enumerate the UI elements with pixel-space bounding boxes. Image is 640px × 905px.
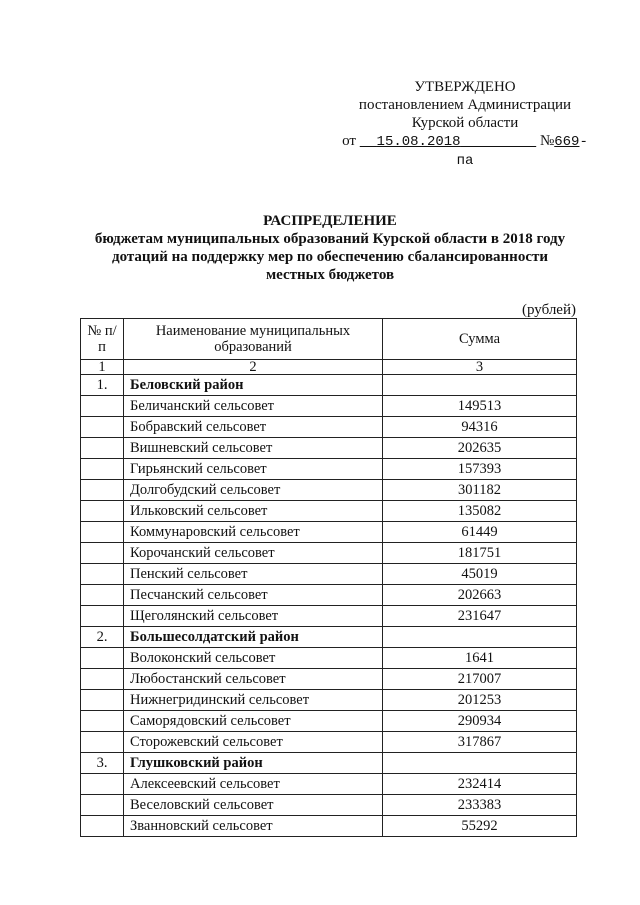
row-name: Корочанский сельсовет — [124, 543, 383, 564]
document-subtitle: бюджетам муниципальных образований Курской области в 2018 году — [94, 231, 566, 247]
district-row — [81, 627, 577, 648]
row-name: Долгобудский сельсовет — [124, 480, 383, 501]
row-sum: 202663 — [383, 585, 577, 606]
table-row — [81, 711, 577, 732]
row-name: Нижнегридинский сельсовет — [124, 690, 383, 711]
table-row — [81, 501, 577, 522]
row-number — [81, 711, 124, 732]
row-sum: 55292 — [383, 816, 577, 837]
column-number: 1 — [81, 360, 124, 375]
row-sum: 157393 — [383, 459, 577, 480]
row-number — [81, 564, 124, 585]
approval-title: УТВЕРЖДЕНО — [414, 79, 516, 95]
row-number — [81, 816, 124, 837]
row-sum: 231647 — [383, 606, 577, 627]
table-row — [81, 522, 577, 543]
row-name: Беличанский сельсовет — [124, 396, 383, 417]
row-name: Песчанский сельсовет — [124, 585, 383, 606]
row-number — [81, 669, 124, 690]
row-sum: 233383 — [383, 795, 577, 816]
row-name: Веселовский сельсовет — [124, 795, 383, 816]
row-number — [81, 501, 124, 522]
approval-number: 669 — [554, 134, 580, 150]
row-number — [81, 732, 124, 753]
row-sum: 232414 — [383, 774, 577, 795]
row-sum: 202635 — [383, 438, 577, 459]
row-number — [81, 522, 124, 543]
table-row — [81, 417, 577, 438]
row-sum: 61449 — [383, 522, 577, 543]
header-number: № п/п — [81, 319, 124, 360]
district-row — [81, 375, 577, 396]
row-sum — [383, 753, 577, 774]
row-number — [81, 480, 124, 501]
row-sum: 1641 — [383, 648, 577, 669]
row-number — [81, 438, 124, 459]
header-sum: Сумма — [383, 319, 577, 360]
row-name: Вишневский сельсовет — [124, 438, 383, 459]
row-name: Любостанский сельсовет — [124, 669, 383, 690]
table-row — [81, 585, 577, 606]
row-number — [81, 543, 124, 564]
row-name: Званновский сельсовет — [124, 816, 383, 837]
table-row — [81, 543, 577, 564]
row-sum: 301182 — [383, 480, 577, 501]
row-number: 1. — [81, 375, 124, 396]
row-name: Алексеевский сельсовет — [124, 774, 383, 795]
row-sum: 317867 — [383, 732, 577, 753]
table-row — [81, 564, 577, 585]
document-title: РАСПРЕДЕЛЕНИЕ — [263, 213, 397, 229]
table-row — [81, 438, 577, 459]
row-sum: 94316 — [383, 417, 577, 438]
table-row — [81, 816, 577, 837]
row-number: 3. — [81, 753, 124, 774]
row-name: Ильковский сельсовет — [124, 501, 383, 522]
table-row — [81, 459, 577, 480]
row-sum: 290934 — [383, 711, 577, 732]
approval-date: 15.08.2018 — [376, 134, 461, 150]
row-sum — [383, 375, 577, 396]
row-number — [81, 585, 124, 606]
document-heading — [60, 212, 600, 284]
table-row — [81, 774, 577, 795]
column-number-row — [81, 360, 577, 375]
table-row — [81, 480, 577, 501]
row-sum: 181751 — [383, 543, 577, 564]
table-row — [81, 732, 577, 753]
approval-date-line — [340, 132, 590, 170]
row-name: Сторожевский сельсовет — [124, 732, 383, 753]
row-number — [81, 690, 124, 711]
row-number — [81, 417, 124, 438]
row-name: Щеголянский сельсовет — [124, 606, 383, 627]
row-number — [81, 648, 124, 669]
distribution-table — [80, 318, 577, 837]
row-sum — [383, 627, 577, 648]
approval-line: Курской области — [411, 115, 519, 131]
document-subtitle: дотаций на поддержку мер по обеспечению сбалансированности — [111, 249, 548, 265]
row-name: Гирьянский сельсовет — [124, 459, 383, 480]
row-name: Волоконский сельсовет — [124, 648, 383, 669]
row-sum: 45019 — [383, 564, 577, 585]
from-label: от — [342, 133, 356, 149]
row-name: Коммунаровский сельсовет — [124, 522, 383, 543]
table-row — [81, 669, 577, 690]
table-row — [81, 396, 577, 417]
currency-unit: (рублей) — [521, 302, 576, 318]
row-sum: 149513 — [383, 396, 577, 417]
approval-number-suffix: -па — [456, 134, 588, 169]
table-row — [81, 606, 577, 627]
column-number: 3 — [383, 360, 577, 375]
row-number — [81, 774, 124, 795]
row-number: 2. — [81, 627, 124, 648]
row-number — [81, 459, 124, 480]
table-row — [81, 648, 577, 669]
document-subtitle: местных бюджетов — [265, 267, 395, 283]
row-number — [81, 795, 124, 816]
row-name: Беловский район — [124, 375, 383, 396]
row-number — [81, 396, 124, 417]
approval-line: постановлением Администрации — [358, 97, 572, 113]
row-sum: 201253 — [383, 690, 577, 711]
row-name: Глушковский район — [124, 753, 383, 774]
header-name: Наименование муниципальных образований — [124, 319, 383, 360]
row-name: Бобравский сельсовет — [124, 417, 383, 438]
row-name: Пенский сельсовет — [124, 564, 383, 585]
table-row — [81, 690, 577, 711]
table-header-row — [81, 319, 577, 360]
table-row — [81, 795, 577, 816]
column-number: 2 — [124, 360, 383, 375]
row-sum: 135082 — [383, 501, 577, 522]
approval-stamp — [340, 78, 590, 170]
number-label: № — [539, 133, 555, 149]
row-name: Большесолдатский район — [124, 627, 383, 648]
row-number — [81, 606, 124, 627]
district-row — [81, 753, 577, 774]
row-sum: 217007 — [383, 669, 577, 690]
row-name: Саморядовский сельсовет — [124, 711, 383, 732]
